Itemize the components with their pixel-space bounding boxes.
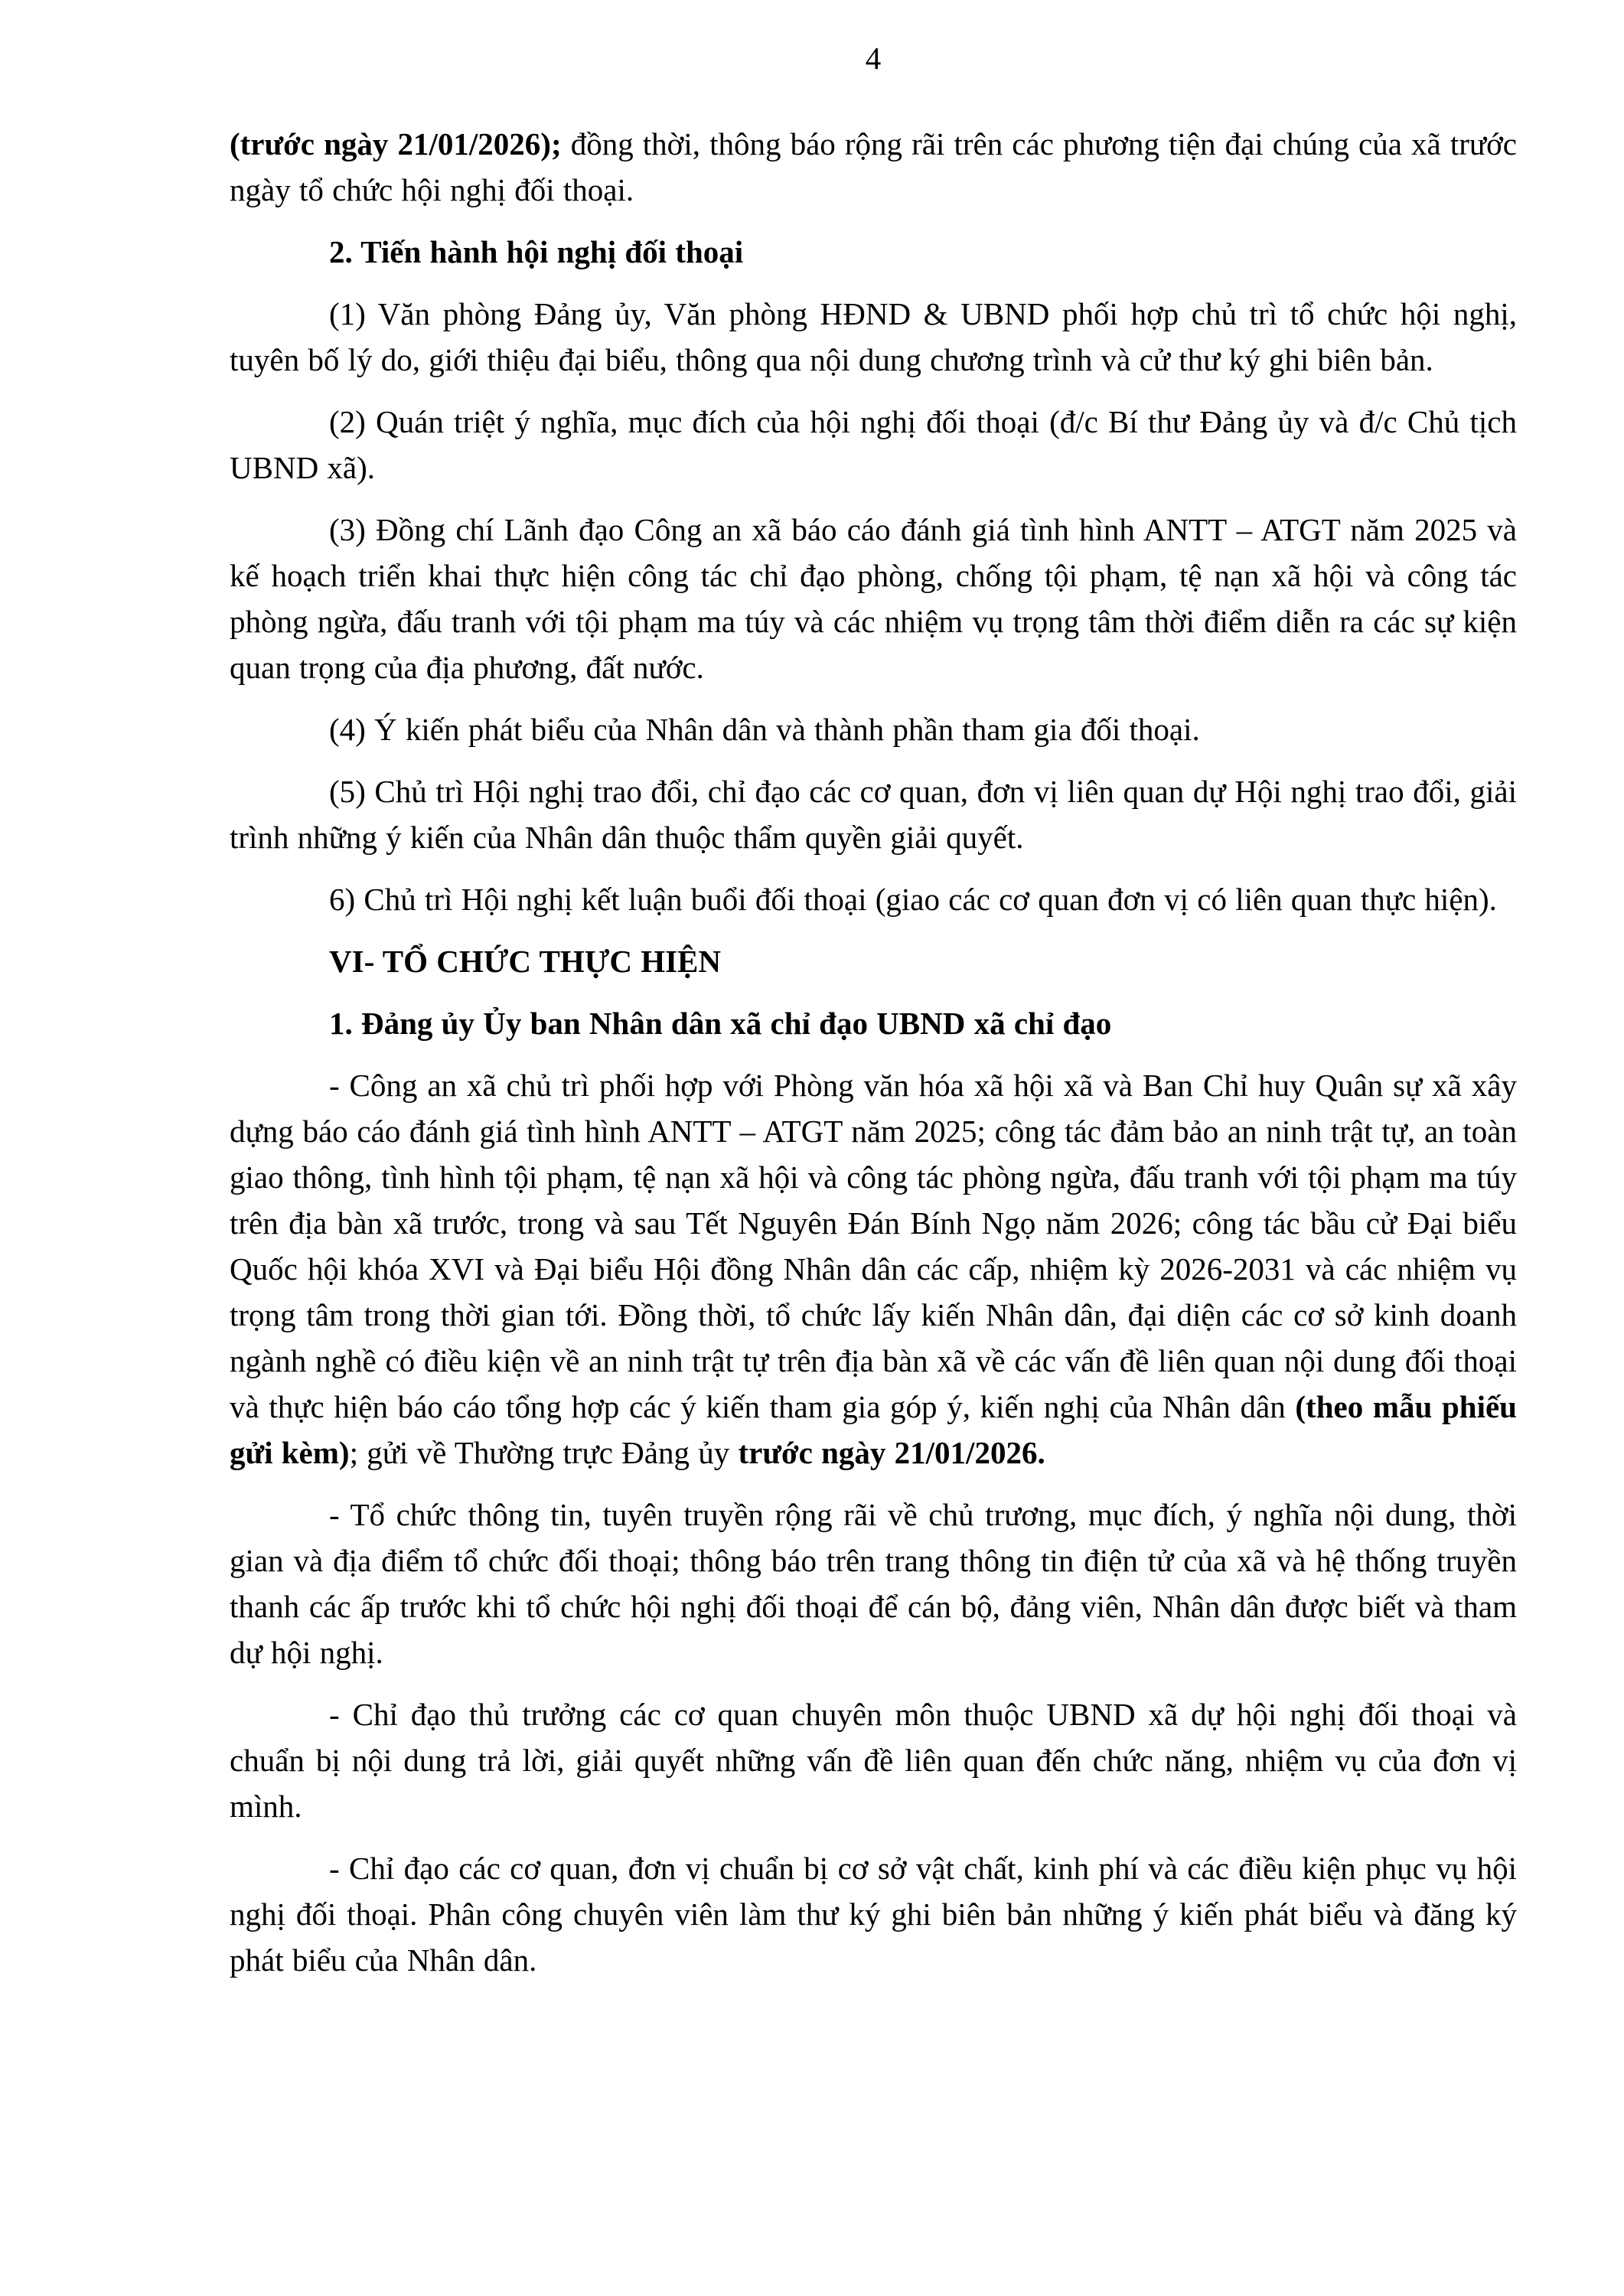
paragraph-item-1 <box>230 291 1517 383</box>
paragraph-item-5 <box>230 768 1517 860</box>
page-number: 4 <box>865 41 882 76</box>
paragraph-continuation-announce <box>230 121 1517 213</box>
text-run: đồng thời, thông báo rộng rãi trên các phương tiện đại chúng của xã trước ngày tổ chức hội nghị đối thoại. <box>230 126 1517 207</box>
heading-run: 1. Đảng ủy Ủy ban Nhân dân xã chỉ đạo UBND xã chỉ đạo <box>329 1006 1112 1041</box>
text-run: ; gửi về Thường trực Đảng ủy <box>349 1435 739 1470</box>
section-heading-2 <box>230 229 1517 275</box>
text-run: - Công an xã chủ trì phối hợp với Phòng văn hóa xã hội xã và Ban Chỉ huy Quân sự xã xây dựng báo cáo đánh giá tình hình ANTT – ATGT năm 2025; công tác đảm bảo an ninh trật tự, an toàn giao thông, tình hình tội phạm, tệ nạn xã hội và công tác phòng ngừa, đấu tranh với tội phạm ma túy trên địa bàn xã trước, trong và sau Tết Nguyên Đán Bính Ngọ năm 2026; công tác bầu cử Đại biểu Quốc hội khóa XVI và Đại biểu Hội đồng Nhân dân các cấp, nhiệm kỳ 2026-2031 và các nhiệm vụ trọng tâm trong thời gian tới. Đồng thời, tổ chức lấy kiến Nhân dân, đại diện các cơ sở kinh doanh ngành nghề có điều kiện về an ninh trật tự trên địa bàn xã về các vấn đề liên quan nội dung đối thoại và thực hiện báo cáo tổng hợp các ý kiến tham gia góp ý, kiến nghị của Nhân dân <box>230 1068 1517 1424</box>
text-run: (3) Đồng chí Lãnh đạo Công an xã báo cáo đánh giá tình hình ANTT – ATGT năm 2025 và kế hoạch triển khai thực hiện công tác chỉ đạo phòng, chống tội phạm, tệ nạn xã hội và công tác phòng ngừa, đấu tranh với tội phạm ma túy và các nhiệm vụ trọng tâm thời điểm diễn ra các sự kiện quan trọng của địa phương, đất nước. <box>230 512 1517 685</box>
text-run: (2) Quán triệt ý nghĩa, mục đích của hội nghị đối thoại (đ/c Bí thư Đảng ủy và đ/c Chủ tịch UBND xã). <box>230 404 1517 485</box>
bold-run-deadline: (trước ngày 21/01/2026); <box>230 126 562 161</box>
text-run: (5) Chủ trì Hội nghị trao đổi, chỉ đạo các cơ quan, đơn vị liên quan dự Hội nghị trao đổi, giải trình những ý kiến của Nhân dân thuộc thẩm quyền giải quyết. <box>230 774 1517 855</box>
text-run: - Chỉ đạo các cơ quan, đơn vị chuẩn bị cơ sở vật chất, kinh phí và các điều kiện phục vụ hội nghị đối thoại. Phân công chuyên viên làm thư ký ghi biên bản những ý kiến phát biểu và đăng ký phát biểu của Nhân dân. <box>230 1851 1517 1978</box>
paragraph-dash-2 <box>230 1492 1517 1675</box>
bold-run-form-note: (theo mẫu phiếu gửi kèm) <box>230 1389 1517 1470</box>
text-run: - Tổ chức thông tin, tuyên truyền rộng rãi về chủ trương, mục đích, ý nghĩa nội dung, thời gian và địa điểm tổ chức đối thoại; thông báo trên trang thông tin điện tử của xã và hệ thống truyền thanh các ấp trước khi tổ chức hội nghị đối thoại để cán bộ, đảng viên, Nhân dân được biết và tham dự hội nghị. <box>230 1497 1517 1670</box>
heading-run: VI- TỔ CHỨC THỰC HIỆN <box>329 944 721 979</box>
bold-run-deadline: trước ngày 21/01/2026. <box>738 1435 1045 1470</box>
paragraph-dash-1 <box>230 1062 1517 1476</box>
heading-run: 2. Tiến hành hội nghị đối thoại <box>329 234 744 269</box>
subsection-heading-1 <box>230 1000 1517 1046</box>
paragraph-dash-4 <box>230 1845 1517 1983</box>
text-run: (4) Ý kiến phát biểu của Nhân dân và thành phần tham gia đối thoại. <box>329 712 1200 747</box>
text-run: (1) Văn phòng Đảng ủy, Văn phòng HĐND & UBND phối hợp chủ trì tổ chức hội nghị, tuyên bố lý do, giới thiệu đại biểu, thông qua nội dung chương trình và cử thư ký ghi biên bản. <box>230 296 1517 377</box>
text-run: 6) Chủ trì Hội nghị kết luận buổi đối thoại (giao các cơ quan đơn vị có liên quan thực hiện). <box>329 882 1497 917</box>
paragraph-item-6 <box>230 876 1517 922</box>
paragraph-item-2 <box>230 399 1517 491</box>
text-run: - Chỉ đạo thủ trưởng các cơ quan chuyên môn thuộc UBND xã dự hội nghị đối thoại và chuẩn bị nội dung trả lời, giải quyết những vấn đề liên quan đến chức năng, nhiệm vụ của đơn vị mình. <box>230 1697 1517 1824</box>
paragraph-dash-3 <box>230 1691 1517 1829</box>
paragraph-item-4 <box>230 706 1517 752</box>
section-heading-VI <box>230 938 1517 984</box>
paragraph-item-3 <box>230 507 1517 690</box>
